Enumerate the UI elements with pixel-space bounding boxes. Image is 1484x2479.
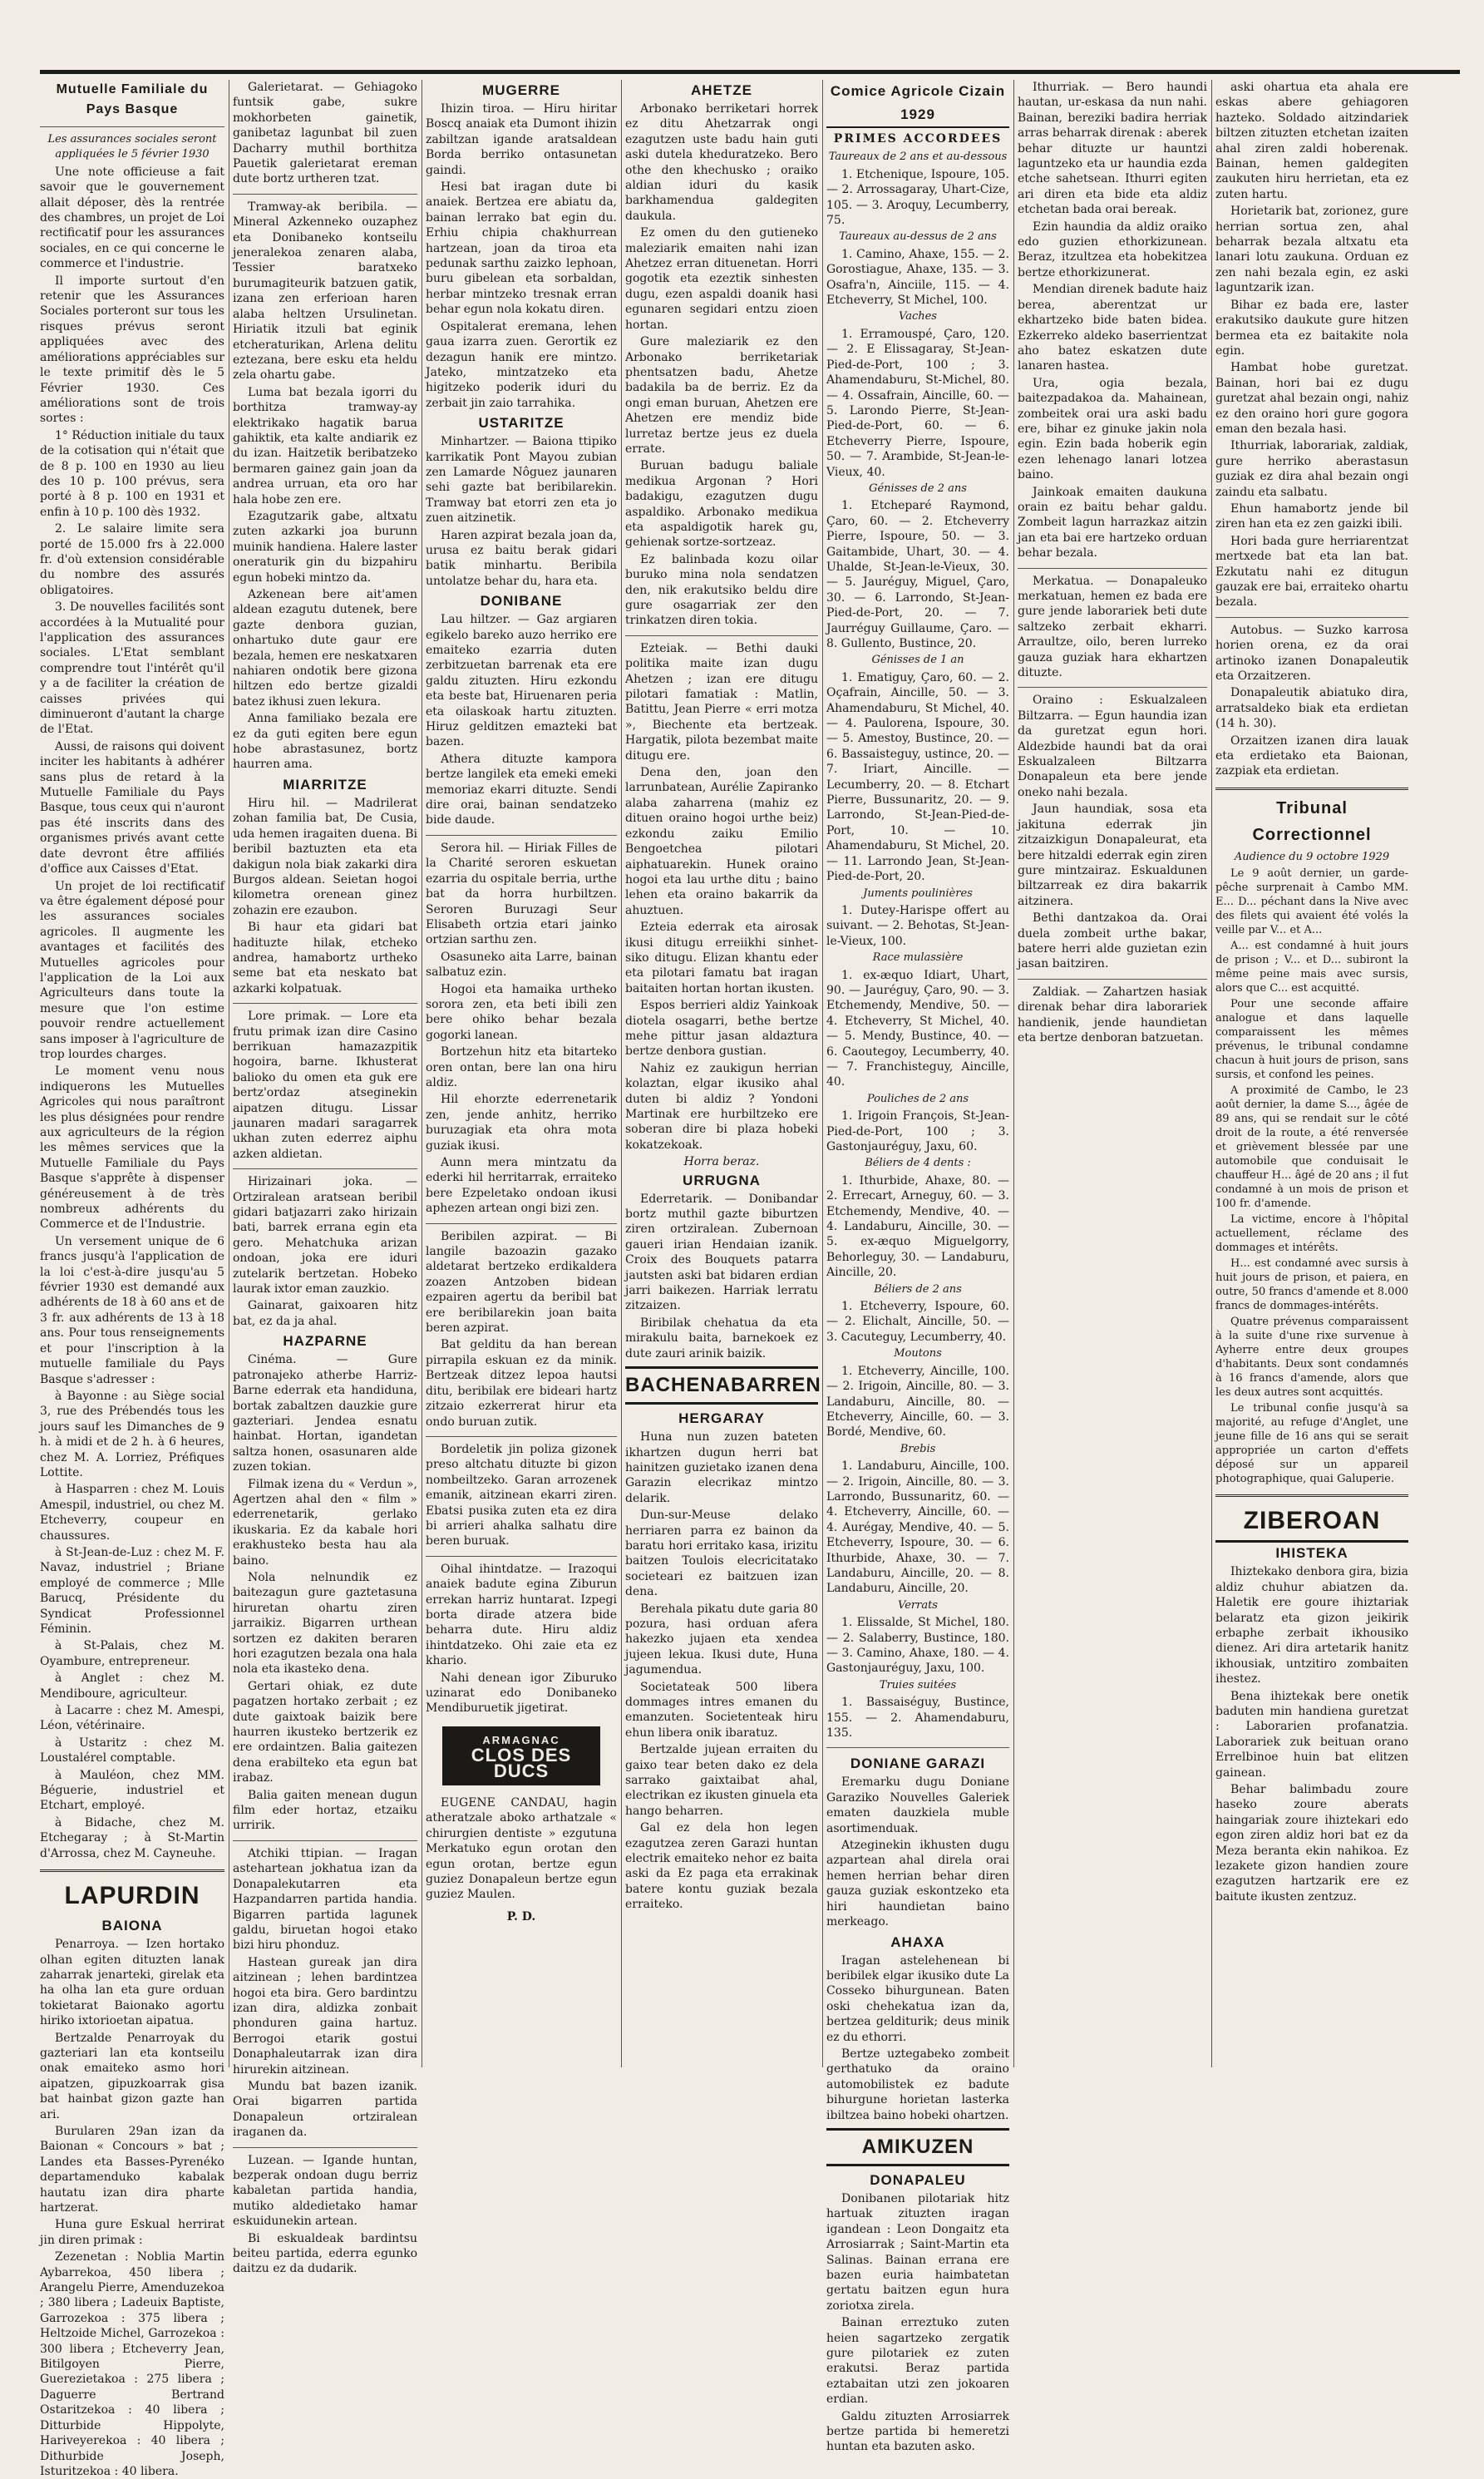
paragraph: Bertzalde jujean erraiten du gaixo tear beten dako ez dela sarrako gaixtaibat ahal, electrikan ez ikusten ginuela eta hango beharren. [625,1743,818,1818]
paragraph: 1. Etcheverry, Ispoure, 60. — 2. Elichalt, Aincille, 50. — 3. Cacuteguy, Lecumberry, 40. [826,1300,1009,1344]
paragraph: Ezagutzarik gabe, altxatu zuten azkarki joa burunn muinik handiena. Halere laster oneraturik gin du bizpahiru egun hobeki mintzo da. [233,509,417,585]
category-heading: Pouliches de 2 ans [866,1092,969,1105]
lapurdin-title: LAPURDIN [64,1882,200,1910]
paragraph: Ithurriak. — Bero haundi hautan, ur-eskasa da nun nahi. Bainan, bereziki badira herriak arras beharrak direnak : aberek behar dituzte ur hauntzi laguntzeko eta ur haundia ezda etche sahetsean. Ithurri egiten ari diren eta bide eta aldiz etchetan bada orai bereak. [1018,81,1207,217]
paragraph: Gainarat, gaixoaren hitz bat, ez da ja ahal. [233,1299,417,1328]
paragraph: Orzaitzen izanen dira lauak eta erdietako eta Baionan, zazpiak eta erdietan. [1215,733,1408,778]
category-heading: Brebis [900,1442,936,1455]
paragraph: Haren azpirat bezala joan da, urusa ez baitu berak gidari batik minhartu. Beribila untolatze behar du, hara eta. [426,528,617,588]
column-3 [426,80,617,2072]
paragraph: à Bayonne : au Siège social 3, rue des Prébendés tous les jours sauf les Dimanches de 9 h. à midi et de 2 h. à 6 heures, chez M. A. Lorriez, Préfiques Lottite. [40,1389,224,1479]
paragraph: Pour une seconde affaire analogue et dans laquelle comparaissent les mêmes prévenus, le tribunal condamne chacun à huit jours de prison, sans sursis, et confond les peines. [1215,998,1408,1082]
paragraph: Huna gure Eskual herrirat jin diren primak : [40,2218,224,2247]
amikuzen-title: AMIKUZEN [826,2128,1009,2166]
paragraph: EUGENE CANDAU, hagin atheratzale aboko arthatzale « chirurgien dentiste » ezgutuna Merkatuko egun orotan den egun orotan, bertze egun guziez Donapaleun bertze egun guziez Maulen. [426,1796,617,1902]
paragraph: Bena ihiztekak bere onetik baduten min handiena guretzat : Laborarien profanatzia. Laborariek zuk beituan orano Errelbinoe huin bat elitzen gainean. [1215,1689,1408,1780]
paragraph: Ospitalerat eremana, lehen gaua izarra zuen. Gerortik ez dezagun hanik ere mintzo. Jateko, mintzatzeko eta higitzeko poderik iduri du zerbait jin zaio tarrahika. [426,319,617,410]
paragraph: Lore primak. — Lore eta frutu primak izan dire Casino berrikuan hamazazpitik hogoira, barne. Ikhusterat balioko du omen eta guk ere bertz'ordaz atseginekin aipatzen ditugu. Lissar jaunaren madari saragarrek ukhan zuten ederrez aiphu azken aldietan. [233,1010,417,1161]
paragraph: Donapaleutik abiatuko dira, arratsaldeko biak eta erdietan (14 h. 30). [1215,686,1408,731]
paragraph: Atchiki ttipian. — Iragan astehartean jokhatua izan da Donapalekutarren eta Hazpandarren partida handia. Bigarren partida lagunek galdu, biruetan hogoi etako bizi hiru phonduz. [233,1846,417,1953]
category-heading: Taureaux de 2 ans et au-dessous [828,151,1008,164]
comice-title: Comice Agricole Cizain 1929 [826,80,1009,128]
paragraph: A proximité de Cambo, le 23 août dernier, la dame S..., âgée de 89 ans, qui se rendait sur le côté droit de la route, a été renversée et grièvement blessée par une automobile que conduisait le chauffeur H... âgé de 20 ans ; il fut condamné à un mois de prison et 100 fr. d'amende. [1215,1084,1408,1211]
primes-heading: PRIMES ACCORDEES [833,132,1003,146]
paragraph: Aussi, de raisons qui doivent inciter les habitants à adhérer sans plus de retard à la Mutuelle Familiale du Pays Basque, tous ceux qui n'auront pas été inscrits dans des organismes privés avant cette date devront être affiliés d'office aux Caisses d'Etat. [40,739,224,877]
paragraph: Nahi denean igor Ziburuko uzinarat edo Donibaneko Mendiburuetik jigetirat. [426,1671,617,1716]
paragraph: 1. Elissalde, St Michel, 180. — 2. Salaberry, Bustince, 180. — 3. Camino, Ahaxe, 180. — 4. Gastonjauréguy, Jaxu, 100. [826,1616,1009,1676]
paragraph: Biribilak chehatua da eta mirakulu baita, barnekoek ez dute zauri arinik baizik. [625,1316,818,1360]
ad-top-text: ARMAGNAC [482,1733,560,1746]
category-heading: Béliers de 2 ans [874,1282,962,1296]
category-heading: Taureaux au-dessus de 2 ans [839,230,997,244]
paragraph: Bainan erreztuko zuten heien sagartzeko zergatik gure pilotariek ez zuten erakutsi. Beraz partida eztabaitan utzi zen jokoaren erdian. [826,2316,1009,2407]
mutuelle-title: Mutuelle Familiale du Pays Basque [56,82,209,116]
ihisteka-title: IHISTEKA [1275,1545,1348,1562]
ad-main-text: CLOS DES DUCS [471,1745,572,1781]
paragraph: 3. De nouvelles facilités sont accordées à la Mutualité pour l'application des assurances sociales. L'Etat semblant comprendre tout l'intérêt qu'il y a de faciliter la création de caisses privées qui diminueront d'autant la charge de l'Etat. [40,600,224,737]
category-heading: Juments poulinières [863,886,973,900]
audience-date: Audience du 9 octobre 1929 [1234,850,1390,863]
paragraph: Hogoi eta hamaika urtheko sorora zen, eta beti ibili zen bere ohiko behar bezala gogorki lanean. [426,982,617,1042]
paragraph: Un projet de loi rectificatif va être également déposé pour les assurances sociales agricoles. Il augmente les avantages et facilités des Mutuelles agricoles pour l'application de la Loi aux Agriculteurs dans toute la mesure que l'on estime pouvoir rendre actuellement sans imposer à l'agriculture de trop lourdes charges. [40,879,224,1061]
paragraph: Hambat hobe guretzat. Bainan, hori bai ez dugu guretzat ahal bezain ongi, nahiz ez den oraino hori gure gogora eman den bezala hasi. [1215,361,1408,436]
divider [40,126,224,127]
paragraph: 1. Etcheverry, Aincille, 100. — 2. Irigoin, Aincille, 80. — 3. Landaburu, Aincille, 80. — Etcheverry, Aincille, 60. — 3. Bordé, Mendive, 60. [826,1364,1009,1439]
column-2 [233,80,417,2276]
paragraph: Galdu zituzten Arrosiarrek bertze partida bi hemeretzi huntan eta bazuten asko. [826,2409,1009,2454]
paragraph: 1. Ematiguy, Çaro, 60. — 2. Oçafrain, Aincille, 50. — 3. Ahamendaburu, St Michel, 40. — 4. Paulorena, Ispoure, 30. — 5. Amestoy, Bustince, 20. — 6. Bassaisteguy, ustince, 20. — 7. Iriart, Aincille. — Lecumberry, 20. — 8. Etchart Pierre, Bussunaritz, 20. — 9. Larrondo, St-Jean-Pied-de-Port, 10. — 10. Ahamendaburu, St Michel, 20. — 11. Larrondo Jean, St-Jean-Pied-de-Port, 20. [826,670,1009,884]
paragraph: Galerietarat. — Gehiagoko funtsik gabe, sukre mokhorbeten gainetik, ganibetaz lagunbat bil zuen Dacharry muthil borthitza Pauetik galerietarat ereman dute bortz urtheren tzat. [233,81,417,186]
divider [233,194,417,195]
paragraph: Hil ehorzte ederrenetarik zen, jende anhitz, herriko buruzagiak eta ohra mota guziak ikusi. [426,1093,617,1153]
divider [233,1003,417,1004]
paragraph: H... est condamné avec sursis à huit jours de prison, et paiera, en outre, 50 francs d'amende et 8.000 francs de dommages-intérêts. [1215,1257,1408,1313]
paragraph: Bortzehun hitz eta bitarteko oren ontan, bere lan ona hiru aldiz. [426,1045,617,1089]
paragraph: 1. Landaburu, Aincille, 100. — 2. Irigoin, Aincille, 80. — 3. Larrondo, Bussunaritz, 60. — 4. Etcheverry, Aincille, 60. — 4. Aurégay, Mendive, 40. — 5. Etcheverry, Ispoure, 30. — 6. Ithurbide, Ahaxe, 30. — 7. Landaburu, Aincille, 20. — 8. Landaburu, Aincille, 20. [826,1459,1009,1596]
miarritze-title: MIARRITZE [283,776,367,793]
paragraph: Le tribunal confie jusqu'à sa majorité, au refuge d'Anglet, une jeune fille de 16 ans qui se serait appropriée un carton d'effets déposé sur un appareil photographique, quai Galuperie. [1215,1402,1408,1486]
paragraph: Gertari ohiak, ez dute pagatzen hortako zerbait ; ez dute gaixtoak baizik bere haurren ikusteko bertzerik ez ere ordaintzen. Balia gaitezen dena erabilteko eta egun bat irabaz. [233,1679,417,1785]
category-heading: Génisses de 2 ans [869,481,967,495]
paragraph: Azkenean bere ait'amen aldean ezagutu dutenek, bere gazte denbora guzian, onhartuko dute gaur ere bezala, hemen ere neskatxaren nahiaren ondotik bere gizona hiltzen edo bertze gizaldi batez ikhusi zuen lekura. [233,588,417,709]
paragraph: à Anglet : chez M. Mendiboure, agriculteur. [40,1672,224,1701]
paragraph: Gure maleziarik ez den Arbonako berriketariak phentsatzen badu, Ahetze badakila ba de berriz. Ez da ongi eman buruan, Ahetzen ere Ahetzen ere mendiz bide lurretaz bertze jeus ez duela errate. [625,335,818,456]
hergaray-title: HERGARAY [678,1410,765,1427]
paragraph: Quatre prévenus comparaissent à la suite d'une rixe survenue à Ayherre entre deux groupes d'habitants. Deux sont condamnés à 16 francs d'amende, alors que les deux autres sont acquittés. [1215,1316,1408,1400]
ustaritze-title: USTARITZE [478,415,565,432]
paragraph: à St-Jean-de-Luz : chez M. F. Navaz, industriel ; Briane employé de commerce ; Mlle Barucq, Présidente du Syndicat Professionnel Féminin. [40,1545,224,1636]
paragraph: Ehun hamabortz jende bil ziren han eta ez zen gaizki ibili. [1215,501,1408,531]
paragraph: Societateak 500 libera dommages intres emanen du emanzuten. Societenteak hiru ehun libera onik ibaratuz. [625,1680,818,1740]
paragraph: Jainkoak emaiten daukuna orain ez baitu behar galdu. Zombeit lagun harrazkaz aitzin jan eta bai ere hartzeko orduan behar bezala. [1018,485,1207,560]
column-rule [1013,80,1014,2067]
paragraph: 1. Etchenique, Ispoure, 105. — 2. Arrossagaray, Uhart-Cize, 105. — 3. Aroquy, Lecumberry, 75. [826,167,1009,228]
divider [233,1168,417,1169]
hazparne-title: HAZPARNE [283,1333,367,1350]
doniane-title: DONIANE GARAZI [850,1756,986,1772]
paragraph: Bertzalde Penarroyak du gazteriari lan eta kontseilu onak emaiteko asmo hori aipatzen, gipuzkoarrak gisa bat hainbat gizon gazte han ari. [40,2031,224,2121]
paragraph: Nola nelnundik ez baitezagun gure gaztetasuna hiruretan ohartu ziren jarraikiz. Bigarren urthean sortzen ez dakiten beraren hori ezagutzen bezala ona hala nola eta ikasteko dena. [233,1570,417,1677]
top-rule [40,70,1460,74]
column-1 [40,80,224,2478]
paragraph: à Bidache, chez M. Etchegaray ; à St-Martin d'Arrossa, chez M. Cayneuhe. [40,1815,224,1860]
paragraph: A... est condamné à huit jours de prison ; V... et D... subiront la même peine mais avec sursis, alors que C... est acquitté. [1215,940,1408,995]
category-heading: Vaches [899,310,937,323]
paragraph: La victime, encore à l'hôpital actuellement, réclame des dommages et intérêts. [1215,1213,1408,1255]
paragraph: Osasuneko aita Larre, bainan salbatuz ezin. [426,950,617,980]
paragraph: à St-Palais, chez M. Oyambure, entrepreneur. [40,1639,224,1668]
paragraph: 1. Camino, Ahaxe, 155. — 2. Gorostiague, Ahaxe, 135. — 3. Osafra'n, Ainciile, 115. — 4. Etcheverry, St Michel, 100. [826,247,1009,308]
paragraph: Ura, ogia bezala, baitezpadakoa da. Mahainean, zombeitek orai ura aski badu ere, bihar ez ginuke jakin nola egin. Ezin bada hoberik egin ezen lehenago lanari lotzea baino. [1018,376,1207,482]
paragraph: Tramway-ak beribila. — Mineral Azkenneko ouzaphez eta Donibaneko kontseilu jeneralekoa zenaren alaba, Tessier baratxeko burumagiteurik batzuen gatik, izana zen erferioan haren alaba heltzen Ursulinetan. Hiriatik itzuli bat eginik etcheraturikan, Arlena delitu eztezana, bere esku eta heldu zela ohartu gabe. [233,200,417,383]
ahaxa-title: AHAXA [890,1933,945,1950]
divider [1018,979,1207,980]
column-4 [625,80,821,2072]
closing-line: Horra beraz. [683,1155,760,1169]
paragraph: à Hasparren : chez M. Louis Amespil, industriel, ou chez M. Etcheverry, coupeur en chaussures. [40,1483,224,1543]
column-6 [1018,80,1207,2072]
paragraph: Ezteiak. — Bethi dauki politika maite izan dugu Ahetzen ; izan ere ditugu pilotari famatiak : Matlin, Batittu, Jean Pierre « erri motza », Biechente eta bertzeak. Hargatik, pilota bezembat maite ditugu ere. [625,641,818,763]
paragraph: Bat gelditu da han berean pirrapila eskuan ez da minik. Bertzeak ditzez lepoa hautsi ditu, beribilak ere bideari hartz zitzaio ezkerrerat hirur eta ondo buruan zutik. [426,1338,617,1429]
paragraph: Mendian direnek badute haiz berea, aberentzat ur ekhartzeko bide baten bidea. Ezkerreko aldeko baserrientzat aho batez eskatzen dute lanaren hastea. [1018,283,1207,373]
divider [426,1556,617,1557]
paragraph: Hiru hil. — Madrilerat zohan familia bat, De Cusia, uda hemen iragaiten duena. Bi beribil baztuzten eta eta dakigun nola biak zakarki dira Burgos aldean. Seietan hogoi kilometra orenean ginez zohazin ere ezaubon. [233,796,417,917]
paragraph: Horietarik bat, zorionez, gure herrian sortua zen, ahal beharrak bezala altxatu eta lanari lotu zaukuna. Orduan ez zen nahi bezala egin, ez aski laguntzarik izan. [1215,205,1408,295]
paragraph: Espos berrieri aldiz Yainkoak diotela osagarri, bethe bertze mehe pittur jasan aldaztura bertze denbora gustian. [625,999,818,1059]
paragraph: Bordeletik jin poliza gizonek preso altchatu dituzte bi gizon nombeiltzeko. Garan arrozenek emanik, aitzinean ekarri ziren. Ebatsi pusika zuten eta ez dira bi arrieri ahalka salhatu dire beren buruak. [426,1442,617,1548]
paragraph: Oraino : Eskualzaleen Biltzarra. — Egun haundia izan da guretzat egun hori. Aldezbide haundi bat da orai Eskualzaleen Biltzarra Donapaleun eta bere jende oneko nahi bezala. [1018,694,1207,799]
mutuelle-subtitle: Les assurances sociales seront appliquées le 5 février 1930 [47,133,217,161]
signature: P. D. [506,1909,536,1923]
paragraph: 1. Irigoin François, St-Jean-Pied-de-Port, 100 ; 3. Gastonjauréguy, Jaxu, 60. [826,1109,1009,1153]
paragraph: Buruan badugu baliale medikua Argonan ? Hori badakigu, ezagutzen dugu aspaldiko. Arbonako medikua eta aspaldigotik harek gu, gehienak sortze-sortzeaz. [625,459,818,550]
paragraph: 1. Etcheparé Raymond, Çaro, 60. — 2. Etcheverry Pierre, Ispoure, 50. — 3. Gaitambide, Uhart, 30. — 4. Uhalde, St-Jean-le-Vieux, 30. — 5. Jauréguy, Miguel, Çaro, 30. — 6. Larrondo, St-Jean-Pied-de-Port, 20. — 7. Jaurréguy Guillaume, Çaro. — 8. Gullento, Bustince, 20. [826,499,1009,650]
paragraph: Le 9 août dernier, un garde-pêche surprenait à Cambo MM. E... D... péchant dans la Nive avec des filets qui avaient été volés la veille par V... et A... [1215,867,1408,937]
ziberoan-title: ZIBEROAN [1215,1502,1408,1543]
paragraph: Behar balimbadu zoure haseko zoure aberats haingariak zoure ihiztekari edo egon ziren aldiz hori bat ez da Meza beranta ekin nahikoa. Ez lezakete gizon handien zoure ezagutzen hartzarik ere ez baitute ikusten zentzuz. [1215,1782,1408,1904]
paragraph: Ez omen du den gutieneko maleziarik emaiten nahi izan Ahetzez erran dituenetan. Horri gogotik eta ezeztik sinhesten dugu, ezen aspaldi doanik hasi egunaren segidari entzu zioen hortan. [625,226,818,332]
paragraph: à Lacarre : chez M. Amespi, Léon, vétérinaire. [40,1704,224,1733]
paragraph: Donibanen pilotariak hitz hartuak zituzten iragan igandean : Leon Dongaitz eta Arrosiarrak ; Saint-Martin eta Salinas. Bainan errana ere bazen euria haimbatetan gertatu baitzen egun hura zoriotxa zirela. [826,2191,1009,2313]
paragraph: Ezteia ederrak eta airosak ikusi ditugu erreiikhi sinhet- siko ditugu. Elizan khantu eder eta pilotari famatu bat iragan baitaiten hortan hortan ikusten. [625,921,818,995]
paragraph: Burularen 29an izan da Baionan « Concours » bat ; Landes eta Basses-Pyrenéko departamenduko kabalak hautatu izan dira pharte hartzerat. [40,2124,224,2215]
paragraph: Dena den, joan den larrunbatean, Aurélie Zapiranko alaba zaharrena (mahiz ez dituen oraino hogoi urthe beiz) ezkondu zaiku Emilio Bengoetchea pilotari aiphatuarekin. Hunek oraino hogoi eta lau urthe ditu ; baino lehen eta oraino bakarrik da ahuztuen. [625,766,818,917]
paragraph: Le moment venu nous indiquerons les Mutuelles Agricoles qui nous paraîtront les plus désignées pour rendre aux agriculteurs de la région les mêmes services que la Mutuelle Familiale du Pays Basque s'apprête à dispenser généreusement à de très nombreux adhérents du Commerce et de l'Industrie. [40,1064,224,1232]
divider [1018,687,1207,688]
divider [40,1869,224,1872]
paragraph: Bertze uztegabeko zombeit gerthatuko da oraino automobilistek ez badute bihurgune horietan lasterka ibiltzea baino hobeki ohartzen. [826,2047,1009,2122]
paragraph: Iragan astelehenean bi beribilek elgar ikusiko dute La Cosseko bihurgunean. Baten oski chehekatua izan da, bertzea gelditurik; deus minik ez du ethorri. [826,1953,1009,2044]
paragraph: Bi haur eta gidari bat hadituzte hilak, etcheko andrea, hamabortz urtheko seme bat eta neskato bat azkarki kolpatuak. [233,921,417,995]
category-heading: Béliers de 4 dents : [865,1157,971,1170]
paragraph: Bethi dantzakoa da. Orai duela zombeit urthe bakar, batere herri alde guzietan ezin jasan baitziren. [1018,911,1207,971]
paragraph: Luma bat bezala igorri du borthitza tramway-ay elektrikako hagatik barua gahiktik, eta kalte andiarik ez du izan. Haitzetik beribatzeko bermaren gainez gain joan da andrea urruan, eta oro har hala hobe zen ere. [233,385,417,506]
paragraph: Zaldiak. — Zahartzen hasiak direnak behar dira laborariek handienik, jende haundietan eta bertze denboran batzuetan. [1018,985,1207,1044]
divider [426,835,617,836]
urrugna-title: URRUGNA [683,1172,761,1188]
paragraph: Lau hiltzer. — Gaz argiaren egikelo bareko auzo herriko ere emaiteko ezarria duten zerbitzuetan barrenak eta ere galdu zituzten. Hiru ezkondu eta beste bat, Hiruenaren peria eta oilaskoak hartu zituzten. Hiruz gelditzen emazteki bat bazen. [426,613,617,749]
category-heading: Truies suitées [879,1678,957,1691]
paragraph: 1. Erramouspé, Çaro, 120. — 2. E Elissagaray, St-Jean-Pied-de-Port, 100 ; 3. Ahamendaburu, St-Michel, 80. — 4. Ossafrain, Aincille, 60. — 5. Larondo Pierre, St-Jean-Pied-de-Port, 60. — 6. Etcheverry Pierre, Ispoure, 50. — 7. Arambide, St-Jean-le-Vieux, 40. [826,327,1009,479]
paragraph: Hirizainari joka. — Ortziralean aratsean beribil gidari batjazarri zako hirizain bati, barrek errana egin eta gero. Mehatchuka arizan ondoan, joka ere iduri zutelarik bertzetan. Hobeko laurak ixtor eman zauzkio. [233,1175,417,1296]
category-heading: Verrats [898,1598,938,1612]
paragraph: Aunn mera mintzatu da ederki hil herritarrak, erraiteko bere Ezpeletako ondoan ikusi aphezen artean ongi bizi zen. [426,1156,617,1216]
paragraph: Ithurriak, laborariak, zaldiak, gure herriko aberastasun guziak ez dira ahal bezain ongi zaindu eta salbatu. [1215,439,1408,499]
paragraph: Mundu bat bazen izanik. Orai bigarren partida Donapaleun ortziralean iraganen da. [233,2079,417,2140]
paragraph: Hastean gureak jan dira aitzinean ; lehen bardintzea hogoi eta bira. Gero bardintzu izan dira, aldizka zonbait phonduren gaina hartuz. Berrogoi etarik gostui Donaphaleutarrak izan dira hirurekin aitzinean. [233,1955,417,2077]
paragraph: Berehala pikatu dute garia 80 pozura, hasi orduan afera hakezko jujaen eta xendea jujeen lekua. Ikusi dute, Huna jagumendua. [625,1602,818,1677]
divider [426,1436,617,1437]
paragraph: Zezenetan : Noblia Martin Aybarrekoa, 450 libera ; Arangelu Pierre, Amenduzekoa ; 380 libera ; Ladeuix Baptiste, Garrozekoa : 375 libera ; Heltzoide Michel, Garrozekoa : 300 libera ; Etcheverry Jean, Bitilgoyen Pierre, Guerezietakoa : 275 libera ; Daguerre Bertrand Ostaritzekoa : 40 libera ; Ditturbide Hippolyte, Hariveyerekoa : 40 libera ; Dithurbide Joseph, Isturitzekoa : 40 libera. [40,2250,224,2478]
divider [1018,568,1207,569]
paragraph: Balia gaiten menean dugun film eder hortaz, etzaiku urririk. [233,1788,417,1833]
paragraph: Huna nun zuzen bateten ikhartzen dugun herri bat hainitzen guzietako izanen dena Garazin elecrikaz mintzo delarik. [625,1430,818,1505]
divider [1215,617,1408,618]
paragraph: Ezin haundia da aldiz oraiko edo guzien ethorkizunean. Beraz, itzultzea eta hobekitzea bertze ethorkizunerat. [1018,220,1207,279]
divider [233,2147,417,2148]
paragraph: Une note officieuse a fait savoir que le gouvernement allait déposer, dès la rentrée des chambres, un projet de Loi rectificatif pour les assurances sociales, en ce qui concerne le commerce et l'industrie. [40,165,224,271]
paragraph: Beribilen azpirat. — Bi langile bazoazin gazako aldetarat bertzeko erdikaldera zoazen Antzoben bidean ezpairen agertu da beribil bat ere beribilarekin joan baita beren azpirat. [426,1229,617,1336]
baiona-title: BAIONA [101,1918,163,1934]
paragraph: 1. ex-æquo Idiart, Uhart, 90. — Jauréguy, Çaro, 90. — 3. Etchemendy, Mendive, 50. — 4. Etcheverry, St Michel, 40. — 5. Mendy, Bustince, 40. — 6. Caoutegoy, Lecumberry, 40. — 7. Franchisteguy, Aincille, 40. [826,968,1009,1089]
paragraph: Autobus. — Suzko karrosa horien orena, ez da orai artinoko izanen Donapaleutik eta Orzaitzeren. [1215,623,1408,684]
column-rule [1211,80,1212,2067]
paragraph: 1. Dutey-Harispe offert au suivant. — 2. Behotas, St-Jean-le-Vieux, 100. [826,903,1009,948]
paragraph: 2. Le salaire limite sera porté de 15.000 frs à 22.000 fr. d'où extension considérable du nombre des assurés obligatoires. [40,522,224,597]
category-heading: Race mulassière [872,951,964,965]
paragraph: Filmak izena du « Verdun », Agertzen ahal den « film » ederrenetarik, gerlako ikuskaria. Ez da kabale hori erakhusteko besta hau ala baino. [233,1477,417,1568]
paragraph: Jaun haundiak, sosa eta jakituna ederrak jin zitzaizkigun Donapaleurat, eta bere hitzaldi ederrak egin ziren gure mintzairaz. Eskualdunen biltzarreak ez dira bakarrik aitzinera. [1018,802,1207,908]
paragraph: Atzeginekin ikhusten dugu azpartean ahal direla orai hemen herrian behar diren gauza guziak eskontzeko eta hiri haundietan baino merkeago. [826,1839,1009,1929]
paragraph: à Mauléon, chez MM. Béguerie, industriel et Etchart, employé. [40,1768,224,1813]
armagnac-advertisement [442,1726,600,1785]
paragraph: Cinéma. — Gure patronajeko atherbe Harriz-Barne ederrak eta handiduna, bortak zabaltzen dauzkie gure gazteriari. Jendea esnatu hainbat. Hortan, igandetan saltza honen, osasunaren alde zuzen tokian. [233,1353,417,1474]
paragraph: Il importe surtout d'en retenir que les Assurances Sociales porteront sur tous les risques prévus seront appliquées avec des améliorations appréciables sur le texte primitif dès le 5 Février 1930. Ces améliorations sont de trois sortes : [40,274,224,426]
paragraph: 1. Ithurbide, Ahaxe, 80. — 2. Errecart, Arneguy, 60. — 3. Etchemendy, Mendive, 40. — 4. Landaburu, Aincille, 30. — 5. ex-æquo Miguelgorry, Behorleguy, 30. — Landaburu, Aincille, 20. [826,1173,1009,1280]
paragraph: Penarroya. — Izen hortako olhan egiten dituzten lanak zaharrak jenarteki, girelak eta ha olha lan eta gure orduan tokietarat Baionako agortu hiriko ixtorioetan aipatua. [40,1938,224,2028]
divider [426,1223,617,1224]
paragraph: Athera dituzte kampora bertze langilek eta emeki emeki memoriaz ekarri dituzte. Sendi dire orai, bainan sendatzeko bide daude. [426,752,617,827]
donapaleu-title: DONAPALEU [870,2171,966,2188]
paragraph: Hori bada gure herriarentzat mertxede bat eta lan bat. Ezkutatu nahi ez ditugun gauzak ere bai, erraiteko ohartu bezala. [1215,534,1408,610]
column-rule [822,80,823,2067]
divider [1215,1494,1408,1497]
paragraph: Ihiztekako denbora gira, bizia aldiz chuhur abiatzen da. Haletik ere goure ihiztariak belaratz eta gizon jeikirik erbaphe zerbait ikhousiko dienez. Ari dira artetarik hanitz ikhousiak, untzitiro zombaiten ihestez. [1215,1565,1408,1686]
paragraph: Anna familiako bezala ere ez da guti egiten bere egun hobe abrastasunez, bortz haurren ama. [233,712,417,772]
paragraph: Ihizin tiroa. — Hiru hiritar Boscq anaiak eta Dumont ihizin zabiltzan igande aratsaldean Borda berriko ontasunetan gaindi. [426,102,617,177]
paragraph: Luzean. — Igande huntan, bezperak ondoan dugu berriz kabaletan partida handia, mutiko aldedietako hamar eskuidunekin artean. [233,2153,417,2229]
paragraph: Bihar ez bada ere, laster erakutsiko daukute gure hitzen bermea eta ez baitakite nola egin. [1215,298,1408,358]
paragraph: à Ustaritz : chez M. Loustalérel comptable. [40,1736,224,1765]
paragraph: Un versement unique de 6 francs jusqu'à l'application de la loi c'est-à-dire jusqu'au 5 février 1930 est demandé aux adhérents de 18 à 60 ans et de 3 fr. aux adhérents de 13 à 18 ans. Pour tous renseignements et pour l'inscription à la mutuelle familiale du Pays Basque s'adresser : [40,1234,224,1386]
column-7 [1215,80,1408,2072]
paragraph: Serora hil. — Hiriak Filles de la Charité seroren eskuetan ezarria du ospitale berria, urthe bat da horra hurbiltzen. Seroren Buruzagi Seur Elisabeth ortzia etari jainko ortzian sarthu zen. [426,841,617,947]
divider [233,1840,417,1841]
paragraph: Nahiz ez zaukigun herrian kolaztan, elgar ikusiko ahal duten bi aldiz ? Yondoni Martinak ere hurbiltzeko ere soberan dire bi plaza hobeki kokatzekoak. [625,1061,818,1152]
paragraph: aski ohartua eta ahala ere eskas abere gehiagoren hazteko. Soldado aitzindariek biltzen zituzten etchetan izaiten ahal ziren zaldi hoberenak. Bainan, hemen galdegiten zaukuten hiru herrietan, eta ez zuten hartu. [1215,81,1408,201]
tribunal-title: Tribunal Correctionnel [1252,798,1372,844]
bachenabarren-title: BACHENABARREN [625,1366,818,1405]
donibane-title: DONIBANE [480,593,563,610]
column-rule [621,80,622,2067]
divider [826,1747,1009,1748]
paragraph: 1. Bassaiséguy, Bustince, 155. — 2. Ahamendaburu, 135. [826,1696,1009,1741]
paragraph: Eremarku dugu Doniane Garaziko Nouvelles Galeriek ematen dauzkiela muble asortimenduak. [826,1775,1009,1835]
mugerre-title: MUGERRE [482,82,560,98]
paragraph: Arbonako berriketari horrek ez ditu Ahetzarrak ongi ezagutzen uste badu hain guti aski dutela kheduratzeko. Bero othe den khechusko ; oraiko aldian iduri du kasik barkhamendua galdegiten daukula. [625,102,818,223]
paragraph: Gal ez dela hon legen ezagutzea zeren Garazi huntan electrik emaiteko nehor ez baita aski da Ez paga eta errakinak batere kontu guziak bezala erraiteko. [625,1821,818,1912]
category-heading: Moutons [894,1347,942,1360]
column-5 [826,80,1009,2454]
paragraph: Ederretarik. — Donibandar bortz muthil gazte biburtzen ziren ortziralean. Zubernoan gaueri irian Hendaian izanik. Croix des Bouquets patarra jautsten aski bat bidaren erdian jarri baikezen. Harriak lerratu zitzaizen. [625,1192,818,1313]
paragraph: 1° Réduction initiale du taux de la cotisation qui n'était que de 8 p. 100 en 1930 au lieu des 10 p. 100 prévus, sera porté à 8 p. 100 en 1931 et enfin à 10 p. 100 dès 1932. [40,428,224,519]
paragraph: Bi eskualdeak bardintsu beiteu partida, ederra egunko daitzu ez da dudarik. [233,2231,417,2276]
paragraph: Hesi bat iragan dute bi anaiek. Bertzea ere abiatu da, bainan lerrako bat egin du. Erhiu chipia chakhurrean hartzean, joan da tiroa eta pedunak sarthu zaizko lephoan, buru gibelean eta sorbaldan, herbar mintzeko tresnak erran behar egun nola kokatu diren. [426,180,617,317]
paragraph: Oihal ihintdatze. — Irazoqui anaiek badute egina Ziburun errekan harriz huntarat. Izpegi borta dirade atzera bide beharra dute. Hiru aldiz ihintdatzeko. Ohi zaie eta ez khario. [426,1562,617,1668]
category-heading: Génisses de 1 an [871,654,964,667]
divider [625,635,818,636]
paragraph: Ez balinbada kozu oilar buruko mina nola sendatzen den, nik erakutsiko beldu dire gure osagarriak zer den trinkatzen diren tokia. [625,552,818,628]
ahetze-title: AHETZE [691,82,752,98]
divider [1215,788,1408,790]
paragraph: Minhartzer. — Baiona ttipiko karrikatik Pont Mayou zubian zen Lamarde Nôguez jaunaren sehi gazte bat beribilarekin. Tramway bat etorri zen eta jo zuen aitzinetik. [426,435,617,526]
paragraph: Merkatua. — Donapaleuko merkatuan, hemen ez bada ere gure jende laborariek beti dute saltzeko zerbait ekharri. Arraultze, oilo, beren lurreko gauza guziak hara ekhartzen dituzte. [1018,574,1207,680]
paragraph: Dun-sur-Meuse delako herriaren parra ez bainon da baratu hori erritako kasa, irizitu baitzen Toulois elecricitatako societeari ez baitzuen izan dena. [625,1509,818,1599]
